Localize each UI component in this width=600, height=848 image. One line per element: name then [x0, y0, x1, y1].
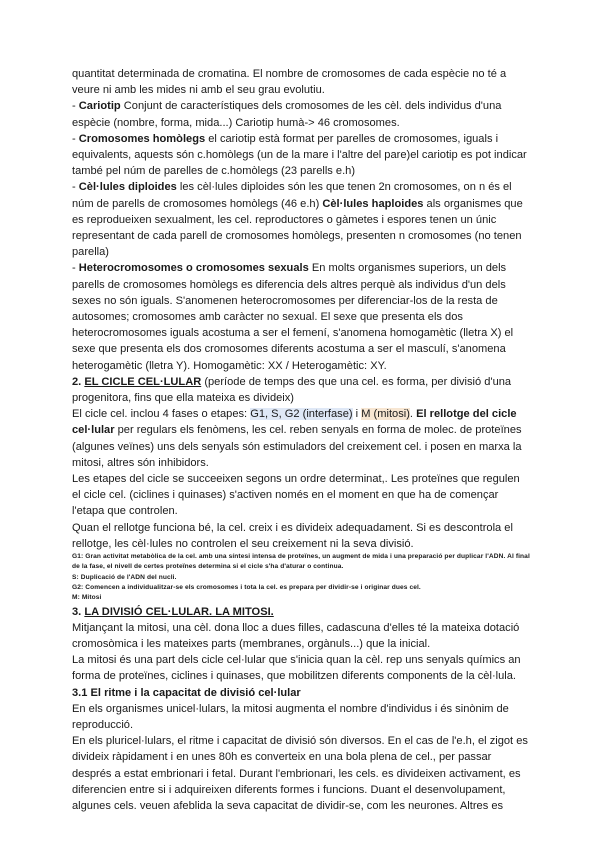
term-cromosomes-homolegs: Cromosomes homòlegs	[78, 132, 206, 145]
term-rellotge: El rellotge del cicle cel·lular	[72, 408, 517, 437]
highlight-interfase: G1, S, G2 (interfase)	[250, 408, 353, 421]
bullet-dash: -	[72, 132, 79, 145]
note-m: M: Mitosi	[72, 594, 102, 602]
text-fragment: El cicle cel. inclou 4 fases o etapes:	[72, 408, 251, 421]
paragraph-homolegs	[72, 131, 530, 180]
paragraph-sexuals	[72, 260, 530, 373]
definition-haploides: als organismes que es reprodueixen sexualment, les cel. reproductores o gàmetes i espores tenen un únic representant de cada parell de cromosomes homòlegs, presenten n cromosomes (no tenen parella)	[72, 197, 523, 259]
definition-homolegs: el cariotip està format per parelles de cromosomes, iguals i equivalents, aquests són c.homòlegs (un de la mare i l'altre del pare)el cariotip es pot indicar també pel núm de parelles de c.homòlegs (23 parells e.h)	[72, 132, 527, 178]
paragraph-cromatina: quantitat determinada de cromatina. El nombre de cromosomes de cada espècie no té a veure ni amb les mides ni amb el seu grau evolutiu.	[72, 68, 507, 97]
paragraph-cicle	[72, 406, 530, 471]
section-subtitle: (període de temps des que una cel. es forma, per divisió d'una progenitora, fins que ella mateixa es divideix)	[72, 375, 512, 405]
definition-diploides: les cèl·lules diploides són les que tenen 2n cromosomes, on n és el núm de parells de cromosomes homòlegs (46 e.h)	[72, 181, 512, 210]
paragraph-rellotge: Quan el rellotge funciona bé, la cel. creix i es divideix adequadament. Si es descontrola el rellotge, les cèl·lules no controlen el seu creixement ni la seva divisió.	[72, 521, 513, 550]
text-fragment: i	[352, 408, 362, 421]
paragraph-etapes: Les etapes del cicle se succeeixen segons un ordre determinat,. Les proteïnes que regulen el cicle cel. (ciclines i quinases) s'activen només en el moment en que ha de començar l'etapa que controlen.	[72, 473, 520, 518]
paragraph-mitosi-2: La mitosi és una part dels cicle cel·lular que s'inicia quan la cèl. rep uns senyals químics an forma de proteïnes, ciclines i quinases, que mobilitzen diferents components de la cèl·lula.	[72, 654, 521, 683]
paragraph-mitosi-1: Mitjançant la mitosi, una cèl. dona lloc a dues filles, cadascuna d'elles té la mateixa dotació cromosòmica i les mateixes parts (membranes, orgànuls...) que la inicial.	[72, 621, 520, 650]
paragraph-cariotip	[72, 98, 530, 130]
bullet-dash: -	[72, 262, 79, 275]
note-g1: G1: Gran activitat metabòlica de la cel. amb una síntesi intensa de proteïnes, un augment de mida i una preparació per duplicar l'ADN. Al final de la fase, el nivell de certes proteïnes determina si el cicle s'ha d'aturar o continua.	[72, 553, 530, 571]
bullet-dash: -	[72, 100, 79, 113]
definition-heterocromosomes: En molts organismes superiors, un dels parells de cromosomes homòlegs es diferencia dels altres perquè als individus d'un dels sexes no són iguals. S'anomenen heterocromosomes per diferenciar-los de la resta de autosomes; cromosomes amb caràcter no sexual. El sexe que presenta els dos heterocromosomes iguals acostuma a ser el femení, s'anomena homogamètic (lletra X) el sexe que presenta els dos cromosomes diferents acostuma a ser el masculí, s'anomena heterogamètic (lletra Y). Homogamètic: XX / Heterogamètic: XY.	[72, 262, 514, 372]
text-fragment: per regulars els fenòmens, les cel. reben senyals en forma de molec. de proteïnes (algunes veïnes) uns dels senyals són estimuladors del creixement cel. i posen en marxa la mitosi, altres són inhibidors.	[72, 424, 522, 469]
definition-cariotip: Conjunt de característiques dels cromosomes de les cèl. dels individus d'una espècie (nombre, forma, mida...) Cariotip humà-> 46 cromosomes.	[72, 100, 502, 129]
term-heterocromosomes: Heterocromosomes o cromosomes sexuals	[78, 262, 309, 275]
term-cariotip: Cariotip	[78, 100, 121, 113]
section-number: 2.	[72, 375, 85, 388]
section-3-heading	[72, 604, 530, 620]
subsection-3-1-heading: 3.1 El ritme i la capacitat de divisió cel·lular	[72, 686, 301, 699]
text-fragment: .	[409, 408, 417, 421]
section-2-heading	[72, 374, 530, 406]
paragraph-unicel: En els organismes unicel·lulars, la mitosi augmenta el nombre d'individus i és sinònim de reproducció.	[72, 702, 509, 731]
term-haploides: Cèl·lules haploides	[322, 197, 424, 210]
section-number: 3.	[72, 605, 85, 618]
section-title: LA DIVISIÓ CEL·LULAR. LA MITOSI.	[84, 605, 274, 618]
section-title: EL CICLE CEL·LULAR	[84, 375, 202, 388]
note-s: S: Duplicació de l'ADN del nucli.	[72, 573, 177, 581]
highlight-mitosi: M (mitosi)	[361, 408, 410, 421]
note-g2: G2: Comencen a individualitzar-se els cromosomes i tota la cel. es prepara per dividir-se i originar dues cel.	[72, 583, 421, 591]
paragraph-diploides	[72, 179, 530, 260]
paragraph-pluricel: En els pluricel·lulars, el ritme i capacitat de divisió són diversos. En el cas de l'e.h, el zigot es divideix ràpidament i en unes 80h es converteix en una bola plena de cel., per passar després a estat embrionari i fetal. Durant l'embrionari, les cels. es divideixen activament, es diferencien entre si i adquireixen diferents formes i funcions. Duant el desenvolupament, algunes cels. veuen afeblida la seva capacitat de dividir-se, com les neurones. Altres es	[72, 735, 528, 813]
term-diploides: Cèl·lules diploides	[78, 181, 177, 194]
document-page	[72, 66, 530, 814]
bullet-dash: -	[72, 181, 79, 194]
